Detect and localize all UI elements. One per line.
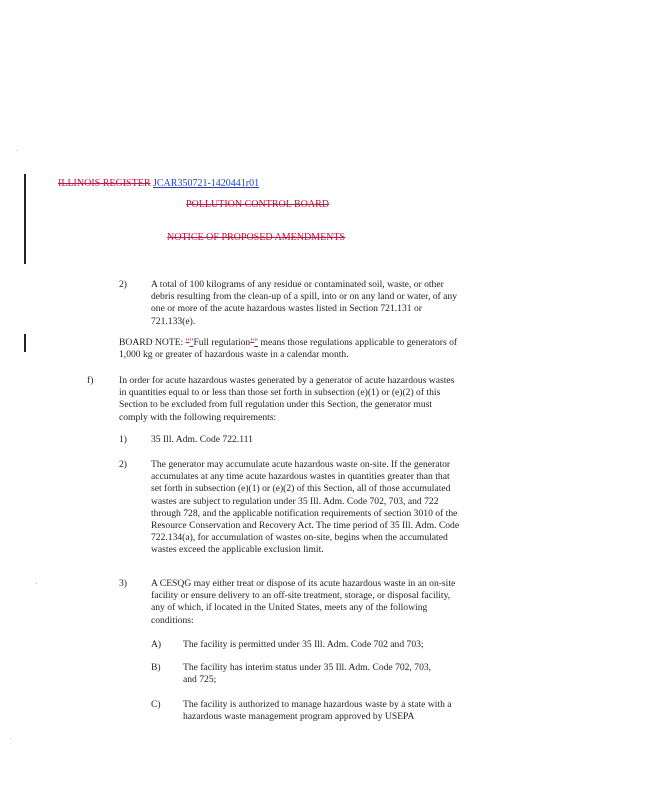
scan-speck	[36, 583, 37, 584]
sub-2-text: The generator may accumulate acute hazardous waste on-site. If the generator accumulates at any time acute hazardous wastes in quantities greater than that set forth in subsection (e)(1) or (e)(2) of this Section, all of those accumulated wastes are subject to regulation under 35 Ill. Adm. Code 702, 703, and 722 through 728, and the applicable notification requirements of section 3010 of the Resource Conservation and Recovery Act. The time period of 35 Ill. Adm. Code 722.134(a), for accumulation of wastes on-site, begins when the accumulated wastes exceed the applicable exclusion limit.	[151, 459, 460, 556]
sub-c-text: The facility is authorized to manage hazardous waste by a state with a hazardous waste management program approved by USEPA	[183, 699, 452, 723]
board-note-term: Full regulation	[193, 337, 251, 348]
notice-title	[167, 232, 345, 244]
register-inserted-text: JCAR350721-1420441r01	[153, 178, 260, 189]
sub-1-text: 35 Ill. Adm. Code 722.111	[151, 434, 253, 445]
sub-a-text: The facility is permitted under 35 Ill. Adm. Code 702 and 703;	[183, 639, 424, 650]
change-bar-board-note	[24, 334, 26, 352]
board-title-text: POLLUTION CONTROL BOARD	[186, 199, 329, 210]
item-f-marker: f)	[87, 375, 94, 386]
board-note-deleted-quote: "	[185, 337, 190, 348]
board-note-rest: means those regulations applicable to generators of 1,000 kg or greater of hazardous waste in a calendar month.	[119, 337, 458, 361]
item-2-marker: 2)	[119, 279, 127, 290]
scan-speck	[16, 150, 17, 151]
board-title	[186, 199, 329, 211]
notice-title-text: NOTICE OF PROPOSED AMENDMENTS	[167, 232, 346, 243]
board-note-deleted-quote-2: "	[250, 337, 255, 348]
sub-a-marker: A)	[151, 639, 162, 650]
item-f-text: In order for acute hazardous wastes generated by a generator of acute hazardous wastes in quantities equal to or less than those set forth in subsection (e)(1) or (e)(2) of this Section to be excluded from full regulation under this Section, the generator must comply with the following requirements:	[119, 375, 455, 423]
change-bar-header	[24, 174, 26, 264]
register-deleted-text: ILLINOIS REGISTER	[58, 178, 151, 189]
sub-b-text: The facility has interim status under 35 Ill. Adm. Code 702, 703, and 725;	[183, 662, 432, 686]
sub-2-marker: 2)	[119, 459, 127, 470]
sub-1-marker: 1)	[119, 434, 127, 445]
sub-b-marker: B)	[151, 662, 161, 673]
board-note-inserted-quote-2: "	[254, 337, 259, 348]
sub-3-text: A CESQG may either treat or dispose of its acute hazardous waste in an on-site facility or ensure delivery to an off-site treatment, storage, or disposal facility, any of which, if located in the United States, meets any of the following conditions:	[151, 578, 456, 626]
board-note-inserted-quote: "	[189, 337, 194, 348]
sub-3-marker: 3)	[119, 578, 127, 589]
item-2-text: A total of 100 kilograms of any residue or contaminated soil, waste, or other debris resulting from the clean-up of a spill, into or on any land or water, of any one or more of the acute hazardous wastes listed in Section 721.131 or 721.133(e).	[151, 279, 457, 327]
board-note	[119, 337, 461, 361]
scan-speck	[10, 738, 11, 739]
register-header	[58, 178, 259, 190]
board-note-prefix: BOARD NOTE:	[119, 337, 186, 348]
sub-c-marker: C)	[151, 699, 161, 710]
